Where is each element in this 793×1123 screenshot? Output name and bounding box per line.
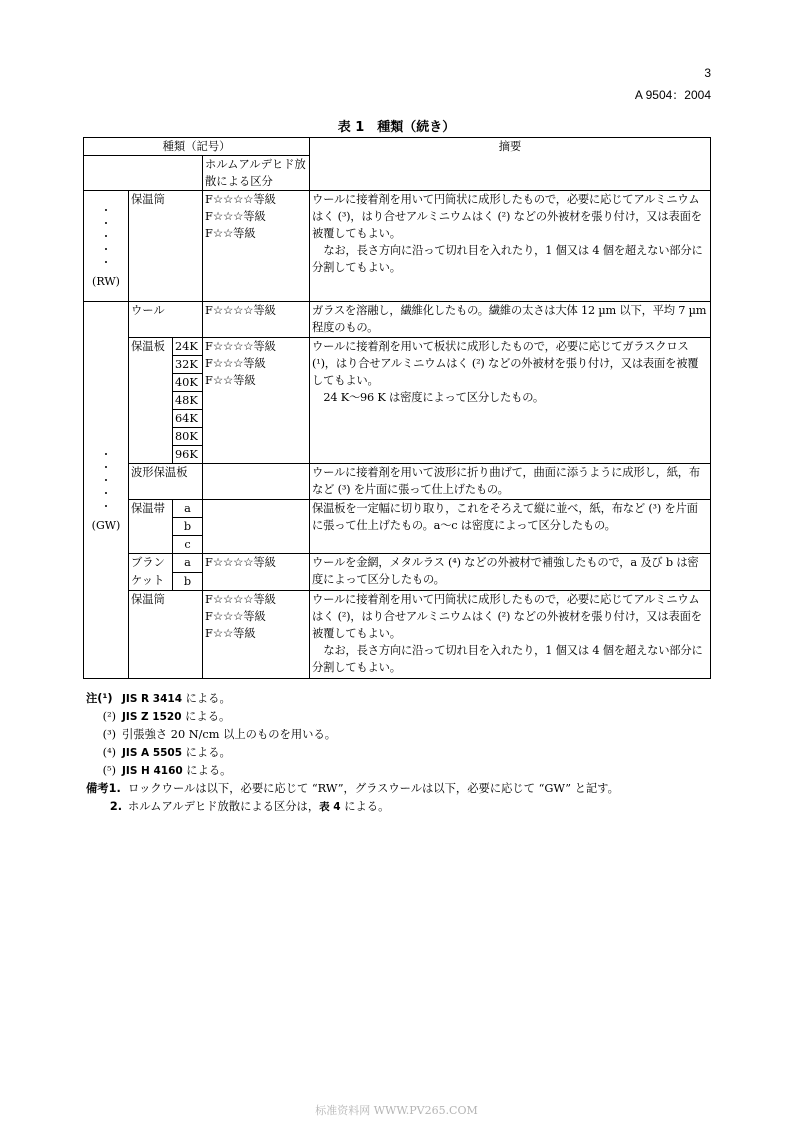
watermark: 标准资料网 WWW.PV265.COM [315, 1104, 478, 1117]
kind-header: 種類（記号） [84, 138, 310, 156]
remark-ref: 表 4 [319, 801, 341, 813]
gw-blanket-grade: F☆☆☆☆等級 [203, 554, 310, 591]
remark-text: による。 [340, 800, 390, 813]
gw-wool-grade: F☆☆☆☆等級 [203, 302, 310, 338]
gw-band-desc: 保温板を一定幅に切り取り，これをそろえて縦に並べ，紙，布など (³) を片面に張って仕上げたもの。a～c は密度によって区分したもの。 [310, 500, 711, 554]
note-1 [86, 690, 619, 708]
blanket-sub: a [173, 554, 203, 573]
gw-corrugated-desc: ウールに接着剤を用いて波形に折り曲げて，曲面に添うように成形し，紙，布など (³) を片面に張って仕上げたもの。 [310, 464, 711, 500]
gw-cylinder-grades: F☆☆☆☆等級 F☆☆☆等級 F☆☆等級 [203, 591, 310, 679]
table-title: 表 1 種類（続き） [337, 120, 456, 135]
rw-cylinder-desc [310, 191, 711, 302]
note-ref: JIS R 3414 [122, 693, 182, 705]
gw-band-grade [203, 500, 310, 554]
summary-header: 摘要 [310, 138, 711, 191]
remark-text: ホルムアルデヒド放散による区分は， [128, 800, 320, 813]
gw-cylinder-desc-2: なお，長さ方向に沿って切れ目を入れたり，1 個又は 4 個を超えない部分に分割してもよい。 [312, 644, 703, 674]
remarks-label: 備考1. [86, 782, 121, 795]
note-ref: JIS Z 1520 [122, 711, 182, 723]
note-3 [86, 726, 619, 744]
rw-cylinder-desc-1: ウールに接着剤を用いて円筒状に成形したもので，必要に応じてアルミニウムはく (³)，はり合せアルミニウムはく (²) などの外被材を張り付け，又は表面を被覆してもよい。 [312, 193, 702, 240]
band-sub: a [173, 500, 203, 518]
gw-board-name: 保温板 [129, 338, 173, 464]
density-cell: 96K [173, 446, 203, 464]
note-text: による。 [182, 746, 231, 759]
gw-cylinder-desc-1: ウールに接着剤を用いて円筒状に成形したもので，必要に応じてアルミニウムはく (²)，はり合せアルミニウムはく (²) などの外被材を張り付け，又は表面を被覆してもよい。 [312, 593, 702, 640]
rw-category [84, 191, 129, 302]
blanket-sub: b [173, 572, 203, 591]
gw-symbol: (GW) [91, 519, 121, 532]
formaldehyde-header: ホルムアルデヒド放散による区分 [203, 156, 310, 191]
band-sub: c [173, 536, 203, 554]
gw-category [84, 302, 129, 679]
density-cell: 48K [173, 392, 203, 410]
gw-corrugated-grade [203, 464, 310, 500]
note-text: による。 [182, 692, 231, 705]
rw-cylinder-desc-2: なお，長さ方向に沿って切れ目を入れたり，1 個又は 4 個を超えない部分に分割してもよい。 [312, 244, 703, 274]
rw-cylinder-grades: F☆☆☆☆等級 F☆☆☆等級 F☆☆等級 [203, 191, 310, 302]
note-label: (²) [102, 710, 116, 723]
note-label: (³) [102, 728, 116, 741]
note-label: (⁴) [102, 746, 116, 759]
remark-2 [86, 798, 619, 816]
standard-number: A 9504：2004 [634, 88, 711, 102]
gw-cylinder-desc [310, 591, 711, 679]
header-spacer [84, 156, 203, 191]
density-cell: 32K [173, 356, 203, 374]
note-ref: JIS A 5505 [122, 747, 183, 759]
rw-symbol: (RW) [92, 275, 120, 288]
gw-wool-desc: ガラスを溶融し，繊維化したもの。繊維の太さは大体 12 µm 以下，平均 7 µm 程度のもの。 [310, 302, 711, 338]
gw-wool-name: ウール [129, 302, 203, 338]
gw-blanket-desc: ウールを金網，メタルラス (⁴) などの外被材で補強したもので，a 及び b は密度によって区分したもの。 [310, 554, 711, 591]
notes-label: 注(¹) [86, 692, 113, 705]
gw-corrugated-name: 波形保温板 [129, 464, 203, 500]
density-cell: 80K [173, 428, 203, 446]
note-2 [86, 708, 619, 726]
gw-board-desc-2: 24 K～96 K は密度によって区分したもの。 [323, 391, 544, 404]
types-table [83, 137, 711, 679]
note-label: (⁵) [102, 764, 116, 777]
density-cell: 40K [173, 374, 203, 392]
density-cell: 64K [173, 410, 203, 428]
rw-dots: ・ ・ ・ ・ ・ [100, 204, 112, 269]
note-text: による。 [181, 710, 231, 723]
gw-blanket-name: ブランケット [129, 554, 173, 591]
note-text: 引張強さ 20 N/cm 以上のものを用いる。 [122, 728, 337, 741]
gw-board-grades: F☆☆☆☆等級 F☆☆☆等級 F☆☆等級 [203, 338, 310, 464]
gw-dots: ・ ・ ・ ・ ・ [100, 448, 112, 513]
note-ref: JIS H 4160 [122, 765, 183, 777]
gw-band-name: 保温帯 [129, 500, 173, 554]
page-number: 3 [704, 66, 711, 80]
remark-label: 2. [109, 800, 122, 813]
density-cell: 24K [173, 338, 203, 356]
gw-board-desc-1: ウールに接着剤を用いて板状に成形したもので，必要に応じてガラスクロス (¹)，はり合せアルミニウムはく (²) などの外被材を張り付け，又は表面を被覆してもよい。 [312, 340, 699, 387]
gw-cylinder-name: 保温筒 [129, 591, 203, 679]
remark-text: ロックウールは以下，必要に応じて “RW”，グラスウールは以下，必要に応じて “GW” と記す。 [128, 782, 619, 795]
rw-cylinder-name: 保温筒 [129, 191, 203, 302]
gw-board-desc [310, 338, 711, 464]
note-4 [86, 744, 619, 762]
note-5 [86, 762, 619, 780]
remark-1 [86, 780, 619, 798]
band-sub: b [173, 518, 203, 536]
note-text: による。 [182, 764, 232, 777]
notes-section [86, 690, 619, 816]
